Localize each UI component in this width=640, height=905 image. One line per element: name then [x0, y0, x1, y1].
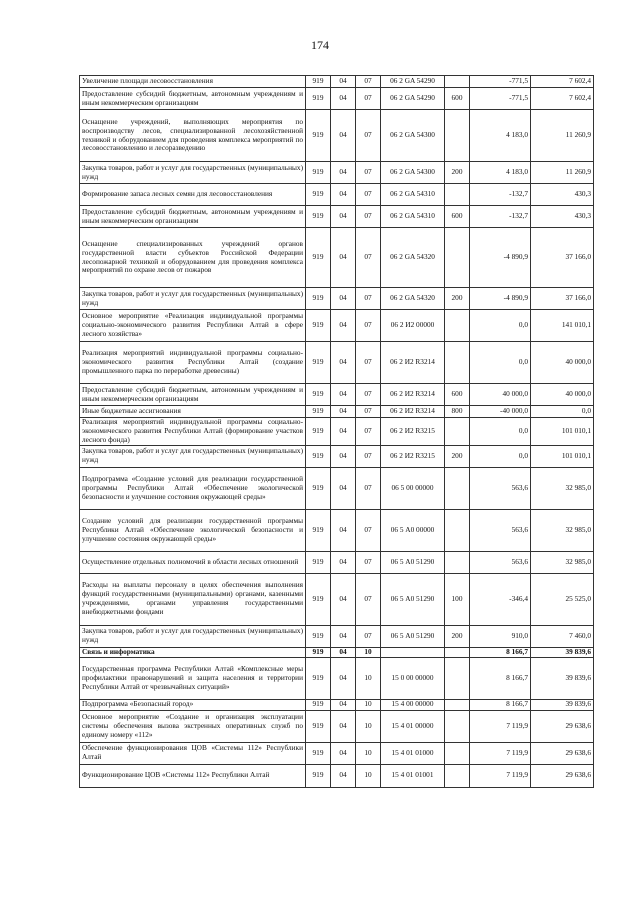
- row-name: Закупка товаров, работ и услуг для государственных (муниципальных) нужд: [80, 625, 306, 647]
- row-total-amount: 32 985,0: [531, 509, 594, 551]
- row-subsection: 07: [356, 551, 381, 573]
- row-subsection: 10: [356, 742, 381, 764]
- row-section: 04: [331, 184, 356, 206]
- row-target-article: 06 2 GA 54320: [381, 228, 445, 288]
- page-number: 174: [311, 38, 329, 52]
- row-grbs: 919: [306, 110, 331, 162]
- row-total-amount: 29 638,6: [531, 742, 594, 764]
- row-total-amount: 7 602,4: [531, 76, 594, 88]
- table-row: [80, 162, 594, 184]
- table-row: [80, 76, 594, 88]
- row-target-article: 06 5 А0 51290: [381, 551, 445, 573]
- row-grbs: 919: [306, 764, 331, 787]
- table-row: [80, 228, 594, 288]
- row-change-amount: 8 166,7: [470, 647, 531, 657]
- row-grbs: 919: [306, 162, 331, 184]
- row-name: Государственная программа Республики Алтай «Комплексные меры профилактики правонарушений и защита населения и территории Республики Алтай от чрезвычайных ситуаций»: [80, 657, 306, 699]
- row-name: Обеспечение функционирования ЦОВ «Системы 112» Республики Алтай: [80, 742, 306, 764]
- row-subsection: 07: [356, 406, 381, 418]
- row-section: 04: [331, 467, 356, 509]
- row-name: Иные бюджетные ассигнования: [80, 406, 306, 418]
- row-target-article: 06 2 И2 R3215: [381, 445, 445, 467]
- row-section: 04: [331, 710, 356, 742]
- row-change-amount: 0,0: [470, 310, 531, 342]
- row-expense-type: 200: [445, 445, 470, 467]
- row-section: 04: [331, 551, 356, 573]
- row-subsection: 07: [356, 418, 381, 446]
- table-row: [80, 657, 594, 699]
- row-section: 04: [331, 445, 356, 467]
- row-target-article: 06 2 GA 54300: [381, 162, 445, 184]
- row-expense-type: 600: [445, 88, 470, 110]
- row-total-amount: 430,3: [531, 206, 594, 228]
- row-total-amount: 7 460,0: [531, 625, 594, 647]
- row-subsection: 07: [356, 76, 381, 88]
- row-total-amount: 40 000,0: [531, 384, 594, 406]
- row-change-amount: 40 000,0: [470, 384, 531, 406]
- row-name: Закупка товаров, работ и услуг для государственных (муниципальных) нужд: [80, 445, 306, 467]
- row-grbs: 919: [306, 573, 331, 625]
- row-total-amount: 25 525,0: [531, 573, 594, 625]
- row-name: Оснащение учреждений, выполняющих мероприятия по воспроизводству лесов, специализированной лесохозяйственной техникой и оборудованием для проведения комплекса мероприятий по лесовосстановлению и лесоразведению: [80, 110, 306, 162]
- row-change-amount: -346,4: [470, 573, 531, 625]
- row-expense-type: [445, 184, 470, 206]
- row-expense-type: [445, 551, 470, 573]
- row-change-amount: -4 890,9: [470, 228, 531, 288]
- row-name: Реализация мероприятий индивидуальной программы социально-экономического развития Республики Алтай (формирование участков лесного фонда): [80, 418, 306, 446]
- row-change-amount: -771,5: [470, 88, 531, 110]
- row-section: 04: [331, 310, 356, 342]
- row-total-amount: 37 166,0: [531, 228, 594, 288]
- row-name: Основное мероприятие «Создание и организация эксплуатации системы обеспечения вызова экстренных оперативных служб по единому номеру «112»: [80, 710, 306, 742]
- table-row: [80, 647, 594, 657]
- row-total-amount: 39 839,6: [531, 657, 594, 699]
- row-grbs: 919: [306, 406, 331, 418]
- row-target-article: 06 2 GA 54290: [381, 88, 445, 110]
- row-change-amount: 4 183,0: [470, 110, 531, 162]
- table-row: [80, 625, 594, 647]
- row-target-article: 06 2 GA 54320: [381, 288, 445, 310]
- row-subsection: 07: [356, 342, 381, 384]
- row-section: 04: [331, 206, 356, 228]
- row-total-amount: 37 166,0: [531, 288, 594, 310]
- row-change-amount: 4 183,0: [470, 162, 531, 184]
- row-name: Формирование запаса лесных семян для лесовосстановления: [80, 184, 306, 206]
- table-row: [80, 573, 594, 625]
- row-grbs: 919: [306, 418, 331, 446]
- row-expense-type: 600: [445, 206, 470, 228]
- row-expense-type: [445, 699, 470, 710]
- row-expense-type: [445, 418, 470, 446]
- row-target-article: 06 2 И2 00000: [381, 310, 445, 342]
- row-total-amount: 40 000,0: [531, 342, 594, 384]
- row-expense-type: [445, 742, 470, 764]
- row-expense-type: 100: [445, 573, 470, 625]
- table-row: [80, 406, 594, 418]
- row-expense-type: [445, 509, 470, 551]
- row-section: 04: [331, 742, 356, 764]
- row-change-amount: 910,0: [470, 625, 531, 647]
- row-change-amount: 563,6: [470, 551, 531, 573]
- table-row: [80, 710, 594, 742]
- row-change-amount: 563,6: [470, 467, 531, 509]
- row-change-amount: 7 119,9: [470, 742, 531, 764]
- row-subsection: 07: [356, 384, 381, 406]
- table-row: [80, 418, 594, 446]
- row-expense-type: 200: [445, 625, 470, 647]
- row-section: 04: [331, 647, 356, 657]
- row-section: 04: [331, 342, 356, 384]
- row-name: Расходы на выплаты персоналу в целях обеспечения выполнения функций государственными (муниципальными) органами, казенными учреждениями, органами управления государственными внебюджетными фондами: [80, 573, 306, 625]
- table-row: [80, 742, 594, 764]
- row-total-amount: 11 260,9: [531, 110, 594, 162]
- row-section: 04: [331, 625, 356, 647]
- table-row: [80, 288, 594, 310]
- row-expense-type: [445, 76, 470, 88]
- row-grbs: 919: [306, 657, 331, 699]
- row-subsection: 07: [356, 110, 381, 162]
- table-row: [80, 509, 594, 551]
- row-grbs: 919: [306, 445, 331, 467]
- row-subsection: 07: [356, 310, 381, 342]
- row-section: 04: [331, 509, 356, 551]
- row-target-article: 06 5 А0 00000: [381, 509, 445, 551]
- row-total-amount: 141 010,1: [531, 310, 594, 342]
- row-target-article: 06 2 И2 R3214: [381, 342, 445, 384]
- row-total-amount: 29 638,6: [531, 710, 594, 742]
- row-subsection: 07: [356, 206, 381, 228]
- row-name: Подпрограмма «Безопасный город»: [80, 699, 306, 710]
- row-change-amount: 0,0: [470, 445, 531, 467]
- row-target-article: 15 0 00 00000: [381, 657, 445, 699]
- table-row: [80, 699, 594, 710]
- row-grbs: 919: [306, 384, 331, 406]
- row-subsection: 07: [356, 88, 381, 110]
- row-grbs: 919: [306, 647, 331, 657]
- row-expense-type: 200: [445, 288, 470, 310]
- row-section: 04: [331, 418, 356, 446]
- row-change-amount: -40 000,0: [470, 406, 531, 418]
- row-change-amount: -132,7: [470, 206, 531, 228]
- row-name: Оснащение специализированных учреждений органов государственной власти субъектов Российской Федерации лесопожарной техникой и оборудованием для проведения комплекса мероприятий по охране лесов от пожаров: [80, 228, 306, 288]
- row-section: 04: [331, 288, 356, 310]
- row-total-amount: 0,0: [531, 406, 594, 418]
- table-row: [80, 310, 594, 342]
- row-expense-type: [445, 310, 470, 342]
- row-expense-type: 800: [445, 406, 470, 418]
- row-name: Подпрограмма «Создание условий для реализации государственной программы Республики Алтай «Обеспечение экологической безопасности и улучшение состояния окружающей среды»: [80, 467, 306, 509]
- row-name: Увеличение площади лесовосстановления: [80, 76, 306, 88]
- row-grbs: 919: [306, 76, 331, 88]
- row-subsection: 07: [356, 625, 381, 647]
- row-grbs: 919: [306, 88, 331, 110]
- row-grbs: 919: [306, 699, 331, 710]
- row-target-article: 06 2 GA 54290: [381, 76, 445, 88]
- row-subsection: 07: [356, 228, 381, 288]
- row-expense-type: [445, 342, 470, 384]
- row-grbs: 919: [306, 206, 331, 228]
- row-grbs: 919: [306, 551, 331, 573]
- row-total-amount: 39 839,6: [531, 699, 594, 710]
- row-target-article: [381, 647, 445, 657]
- table-row: [80, 467, 594, 509]
- row-section: 04: [331, 76, 356, 88]
- row-target-article: 15 4 01 01000: [381, 742, 445, 764]
- row-target-article: 06 2 И2 R3215: [381, 418, 445, 446]
- row-name: Предоставление субсидий бюджетным, автономным учреждениям и иным некоммерческим организациям: [80, 384, 306, 406]
- row-change-amount: 7 119,9: [470, 764, 531, 787]
- row-expense-type: 600: [445, 384, 470, 406]
- table-row: [80, 206, 594, 228]
- row-change-amount: 7 119,9: [470, 710, 531, 742]
- row-grbs: 919: [306, 288, 331, 310]
- row-target-article: 15 4 00 00000: [381, 699, 445, 710]
- row-expense-type: [445, 657, 470, 699]
- row-section: 04: [331, 384, 356, 406]
- row-section: 04: [331, 406, 356, 418]
- row-section: 04: [331, 110, 356, 162]
- row-name: Закупка товаров, работ и услуг для государственных (муниципальных) нужд: [80, 288, 306, 310]
- row-section: 04: [331, 88, 356, 110]
- row-section: 04: [331, 657, 356, 699]
- row-total-amount: 29 638,6: [531, 764, 594, 787]
- row-total-amount: 101 010,1: [531, 445, 594, 467]
- row-total-amount: 32 985,0: [531, 467, 594, 509]
- table-row: [80, 184, 594, 206]
- row-total-amount: 7 602,4: [531, 88, 594, 110]
- row-total-amount: 39 839,6: [531, 647, 594, 657]
- row-subsection: 10: [356, 710, 381, 742]
- row-name: Предоставление субсидий бюджетным, автономным учреждениям и иным некоммерческим организациям: [80, 206, 306, 228]
- row-change-amount: 0,0: [470, 418, 531, 446]
- row-expense-type: [445, 467, 470, 509]
- row-grbs: 919: [306, 742, 331, 764]
- row-total-amount: 101 010,1: [531, 418, 594, 446]
- table-row: [80, 764, 594, 787]
- row-target-article: 06 2 GA 54300: [381, 110, 445, 162]
- row-grbs: 919: [306, 184, 331, 206]
- table-row: [80, 88, 594, 110]
- row-expense-type: [445, 764, 470, 787]
- row-grbs: 919: [306, 310, 331, 342]
- table-row: [80, 342, 594, 384]
- row-expense-type: 200: [445, 162, 470, 184]
- row-section: 04: [331, 228, 356, 288]
- row-section: 04: [331, 573, 356, 625]
- row-change-amount: 0,0: [470, 342, 531, 384]
- row-grbs: 919: [306, 467, 331, 509]
- row-name: Закупка товаров, работ и услуг для государственных (муниципальных) нужд: [80, 162, 306, 184]
- row-total-amount: 32 985,0: [531, 551, 594, 573]
- row-target-article: 06 2 И2 R3214: [381, 406, 445, 418]
- row-subsection: 07: [356, 573, 381, 625]
- row-name: Функционирование ЦОВ «Системы 112» Республики Алтай: [80, 764, 306, 787]
- row-total-amount: 11 260,9: [531, 162, 594, 184]
- row-target-article: 06 2 И2 R3214: [381, 384, 445, 406]
- table-row: [80, 445, 594, 467]
- row-expense-type: [445, 110, 470, 162]
- row-subsection: 10: [356, 699, 381, 710]
- table-row: [80, 384, 594, 406]
- row-section: 04: [331, 764, 356, 787]
- row-change-amount: 563,6: [470, 509, 531, 551]
- table-row: [80, 551, 594, 573]
- row-target-article: 15 4 01 01001: [381, 764, 445, 787]
- row-grbs: 919: [306, 710, 331, 742]
- row-name: Связь и информатика: [80, 647, 306, 657]
- row-change-amount: 8 166,7: [470, 699, 531, 710]
- row-subsection: 07: [356, 445, 381, 467]
- budget-table: [79, 75, 594, 788]
- row-subsection: 10: [356, 647, 381, 657]
- row-grbs: 919: [306, 228, 331, 288]
- row-target-article: 06 2 GA 54310: [381, 206, 445, 228]
- row-expense-type: [445, 228, 470, 288]
- row-name: Осуществление отдельных полномочий в области лесных отношений: [80, 551, 306, 573]
- row-change-amount: -771,5: [470, 76, 531, 88]
- table-row: [80, 110, 594, 162]
- row-grbs: 919: [306, 342, 331, 384]
- row-subsection: 07: [356, 162, 381, 184]
- row-target-article: 06 2 GA 54310: [381, 184, 445, 206]
- row-subsection: 07: [356, 288, 381, 310]
- row-section: 04: [331, 699, 356, 710]
- row-subsection: 07: [356, 509, 381, 551]
- row-name: Реализация мероприятий индивидуальной программы социально-экономического развития Республики Алтай (создание промышленного парка по переработке древесины): [80, 342, 306, 384]
- row-change-amount: 8 166,7: [470, 657, 531, 699]
- row-subsection: 10: [356, 657, 381, 699]
- row-name: Основное мероприятие «Реализация индивидуальной программы социально-экономического развития Республики Алтай в сфере лесного хозяйства»: [80, 310, 306, 342]
- row-expense-type: [445, 647, 470, 657]
- row-subsection: 07: [356, 184, 381, 206]
- row-section: 04: [331, 162, 356, 184]
- row-total-amount: 430,3: [531, 184, 594, 206]
- row-subsection: 07: [356, 467, 381, 509]
- row-name: Предоставление субсидий бюджетным, автономным учреждениям и иным некоммерческим организациям: [80, 88, 306, 110]
- row-change-amount: -132,7: [470, 184, 531, 206]
- row-name: Создание условий для реализации государственной программы Республики Алтай «Обеспечение экологической безопасности и улучшение состояния окружающей среды»: [80, 509, 306, 551]
- row-target-article: 15 4 01 00000: [381, 710, 445, 742]
- row-grbs: 919: [306, 509, 331, 551]
- row-expense-type: [445, 710, 470, 742]
- row-target-article: 06 5 А0 51290: [381, 625, 445, 647]
- row-subsection: 10: [356, 764, 381, 787]
- row-target-article: 06 5 00 00000: [381, 467, 445, 509]
- row-grbs: 919: [306, 625, 331, 647]
- row-change-amount: -4 890,9: [470, 288, 531, 310]
- row-target-article: 06 5 А0 51290: [381, 573, 445, 625]
